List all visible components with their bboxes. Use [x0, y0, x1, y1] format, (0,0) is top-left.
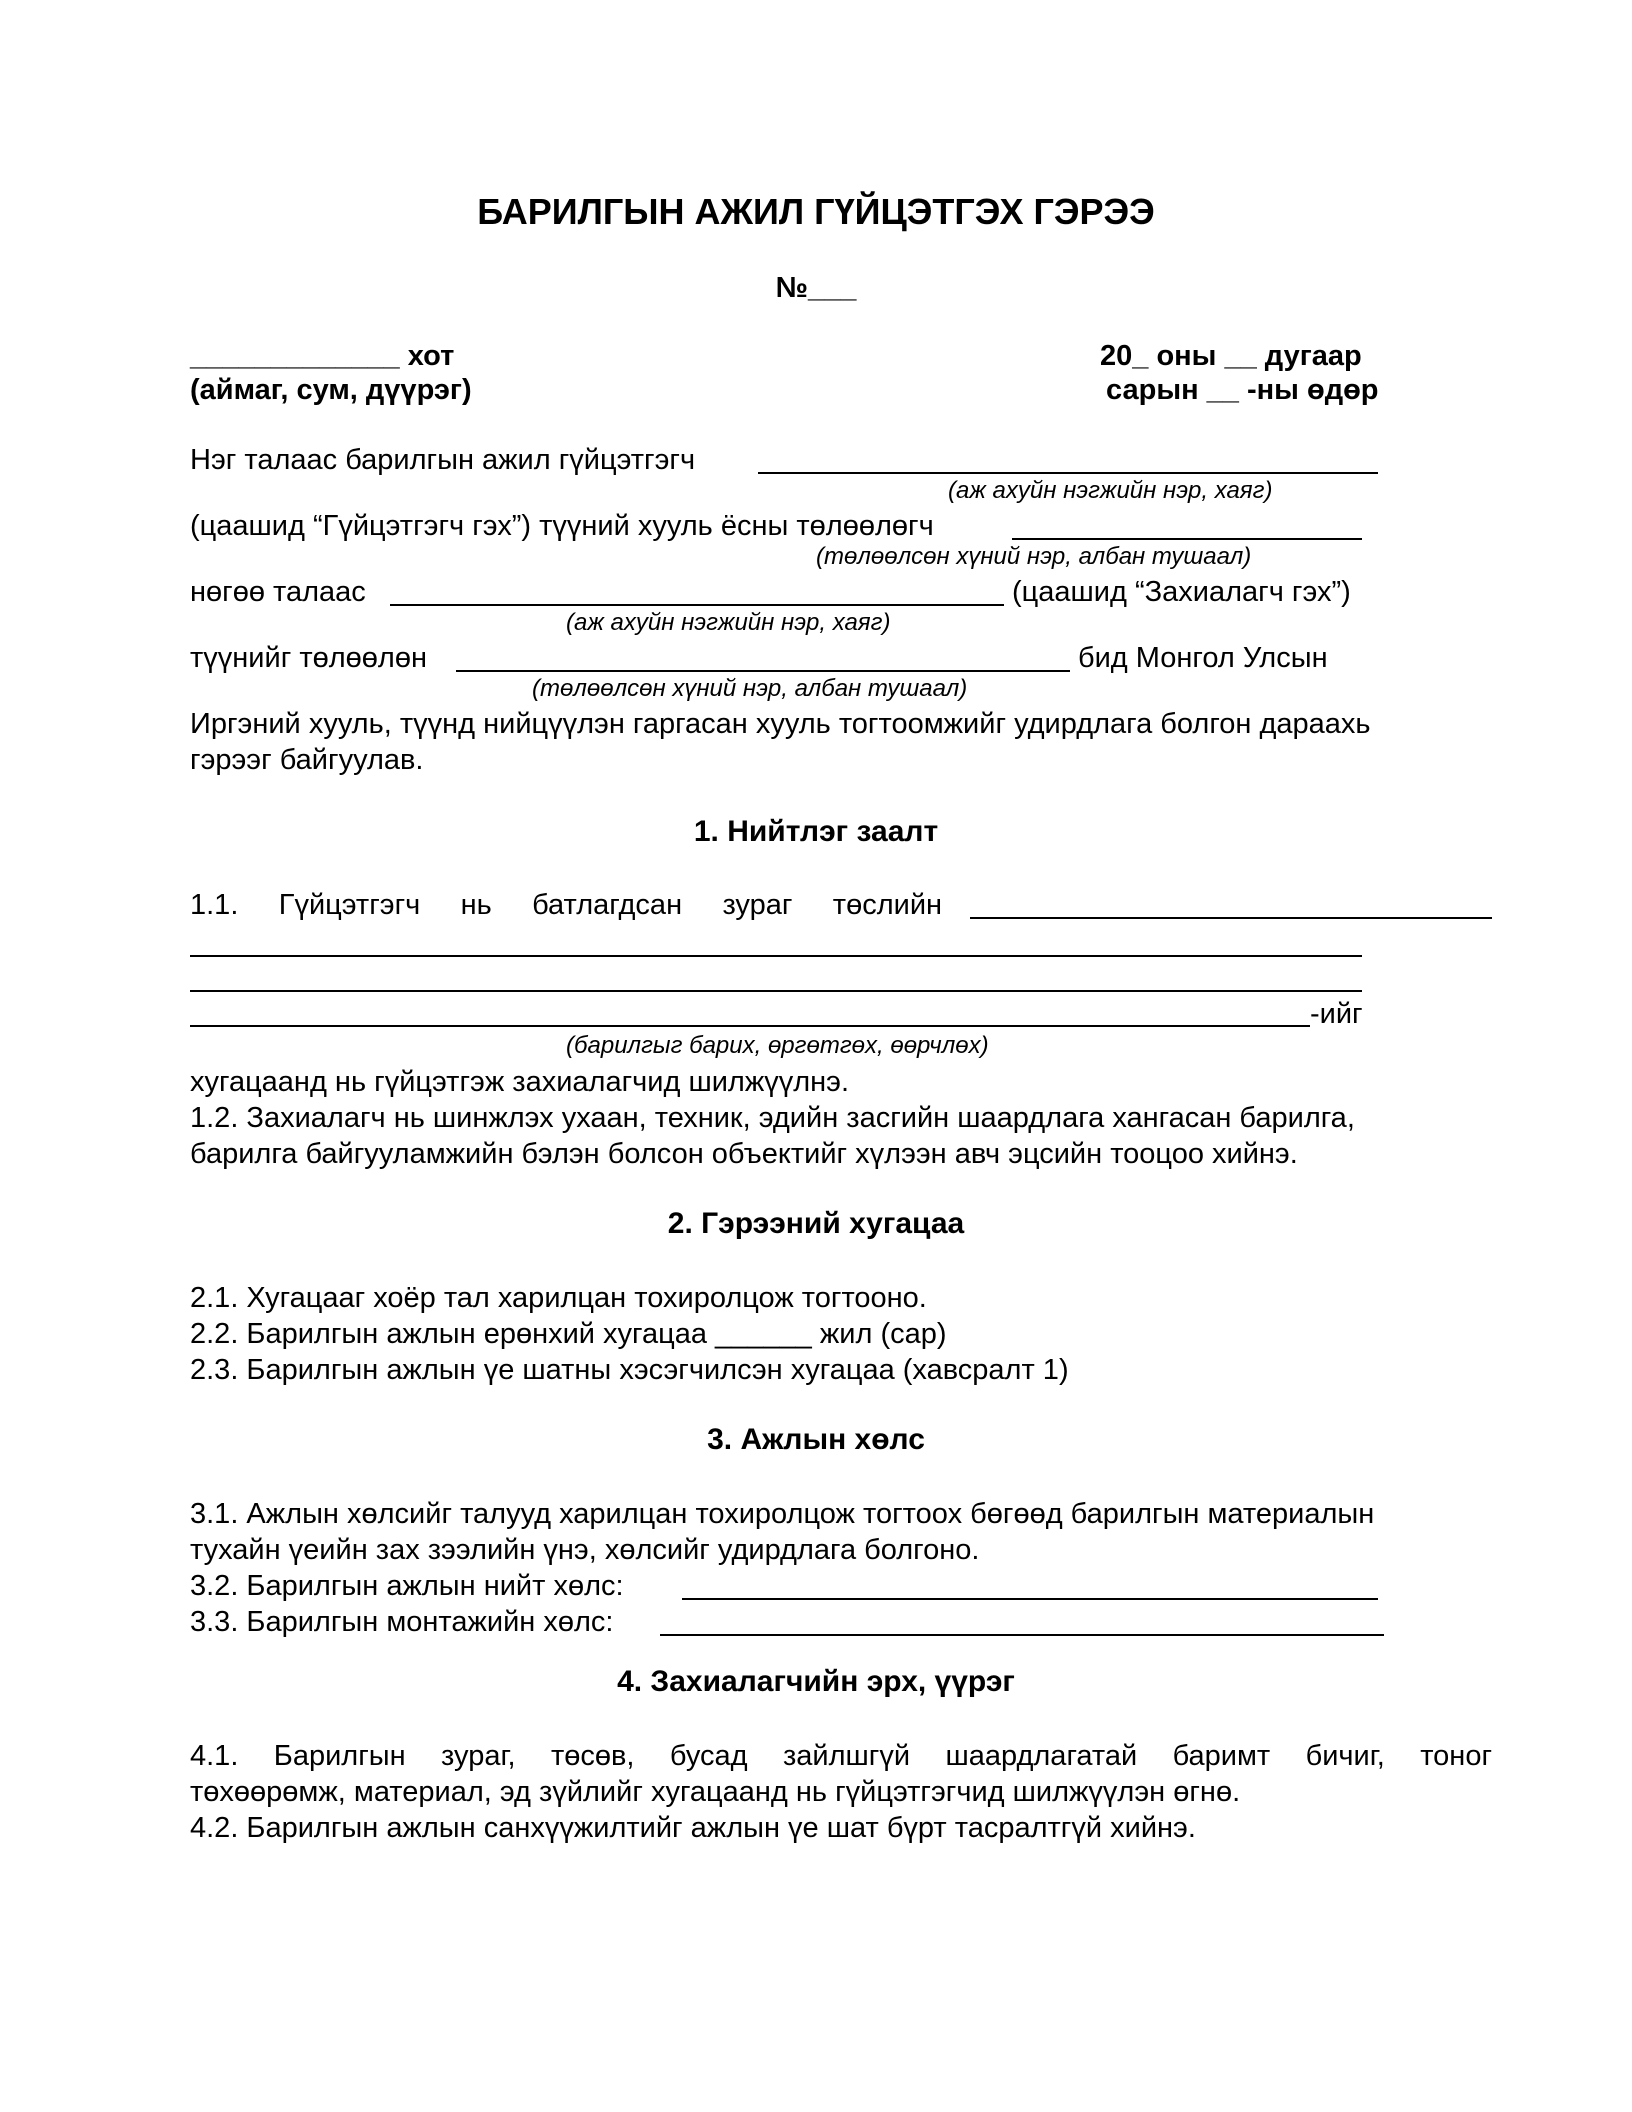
closing-line-2: гэрээг байгуулав.: [190, 744, 424, 776]
clause-4-1-line-2: төхөөрөмж, материал, эд зүйлийг хугацаанд нь гүйцэтгэгчид шилжүүлэн өгнө.: [190, 1776, 1241, 1808]
clause-1-1-suffix: -ийг: [1310, 998, 1363, 1030]
clause-3-1-line-2: тухайн үеийн зах зээлийн үнэ, хөлсийг удирдлага болгоно.: [190, 1534, 980, 1566]
section-2-heading: 2. Гэрээний хугацаа: [667, 1207, 965, 1240]
clause-2-2: 2.2. Барилгын ажлын ерөнхий хугацаа ______ жил (сар): [190, 1318, 947, 1350]
clause-3-2: 3.2. Барилгын ажлын нийт хөлс:: [190, 1570, 624, 1602]
contractor-rep-blank[interactable]: [1012, 538, 1362, 540]
caption-contractor-rep: (төлөөлсөн хүний нэр, албан тушаал): [816, 543, 1252, 570]
clause-3-3: 3.3. Барилгын монтажийн хөлс:: [190, 1606, 614, 1638]
installation-fee-blank[interactable]: [660, 1634, 1384, 1636]
party-line-3-suffix: (цаашид “Захиалагч гэх”): [1012, 576, 1351, 608]
section-4-heading: 4. Захиалагчийн эрх, үүрэг: [617, 1665, 1015, 1698]
client-blank[interactable]: [390, 604, 1004, 606]
section-3-heading: 3. Ажлын хөлс: [707, 1423, 925, 1456]
party-line-4-suffix: бид Монгол Улсын: [1078, 642, 1328, 674]
date-line-2: сарын __ -ны өдөр: [1106, 374, 1379, 406]
clause-4-1-line-1: 4.1. Барилгын зураг, төсөв, бусад зайлшгүй шаардлагатай баримт бичиг, тоног: [190, 1740, 1493, 1772]
total-fee-blank[interactable]: [682, 1598, 1378, 1600]
clause-4-2: 4.2. Барилгын ажлын санхүүжилтийг ажлын үе шат бүрт тасралтгүй хийнэ.: [190, 1812, 1196, 1844]
caption-contractor: (аж ахуйн нэгжийн нэр, хаяг): [948, 477, 1273, 504]
city-caption: (аймаг, сум, дүүрэг): [190, 374, 472, 406]
party-line-1: Нэг талаас барилгын ажил гүйцэтгэгч: [190, 444, 696, 476]
document-title: БАРИЛГЫН АЖИЛ ГҮЙЦЭТГЭХ ГЭРЭЭ: [477, 191, 1155, 232]
client-rep-blank[interactable]: [456, 670, 1070, 672]
clause-1-1-end: хугацаанд нь гүйцэтгэж захиалагчид шилжүүлнэ.: [190, 1066, 850, 1098]
clause-2-1: 2.1. Хугацааг хоёр тал харилцан тохиролцож тогтооно.: [190, 1282, 927, 1314]
party-line-2: (цаашид “Гүйцэтгэгч гэх”) түүний хууль ёсны төлөөлөгч: [190, 510, 934, 542]
caption-client: (аж ахуйн нэгжийн нэр, хаяг): [566, 609, 891, 636]
clause-2-3: 2.3. Барилгын ажлын үе шатны хэсэгчилсэн хугацаа (хавсралт 1): [190, 1354, 1069, 1386]
project-blank-1[interactable]: [970, 917, 1492, 919]
party-line-4-prefix: түүнийг төлөөлөн: [190, 642, 427, 674]
project-blank-3[interactable]: [190, 990, 1362, 992]
closing-line-1: Иргэний хууль, түүнд нийцүүлэн гаргасан хууль тогтоомжийг удирдлага болгон дараахь: [190, 708, 1371, 740]
clause-1-1-line-1: 1.1. Гүйцэтгэгч нь батлагдсан зураг төслийн: [190, 889, 943, 921]
clause-1-2-line-1: 1.2. Захиалагч нь шинжлэх ухаан, техник, эдийн засгийн шаардлага хангасан барилга,: [190, 1102, 1355, 1134]
caption-client-rep: (төлөөлсөн хүний нэр, албан тушаал): [532, 675, 968, 702]
project-blank-4[interactable]: [190, 1025, 1310, 1027]
clause-1-2-line-2: барилга байгууламжийн бэлэн болсон объектийг хүлээн авч эцсийн тооцоо хийнэ.: [190, 1138, 1298, 1170]
date-line-1: 20_ оны __ дугаар: [1100, 340, 1362, 372]
caption-build-type: (барилгыг барих, өргөтгөх, өөрчлөх): [566, 1032, 989, 1059]
project-blank-2[interactable]: [190, 955, 1362, 957]
contract-number: №___: [775, 272, 857, 304]
section-1-heading: 1. Нийтлэг заалт: [693, 815, 939, 848]
clause-3-1-line-1: 3.1. Ажлын хөлсийг талууд харилцан тохиролцож тогтоох бөгөөд барилгын материалын: [190, 1498, 1375, 1530]
party-line-3-prefix: нөгөө талаас: [190, 576, 366, 608]
city-line: _____________ хот: [190, 340, 455, 372]
contractor-blank[interactable]: [758, 472, 1378, 474]
